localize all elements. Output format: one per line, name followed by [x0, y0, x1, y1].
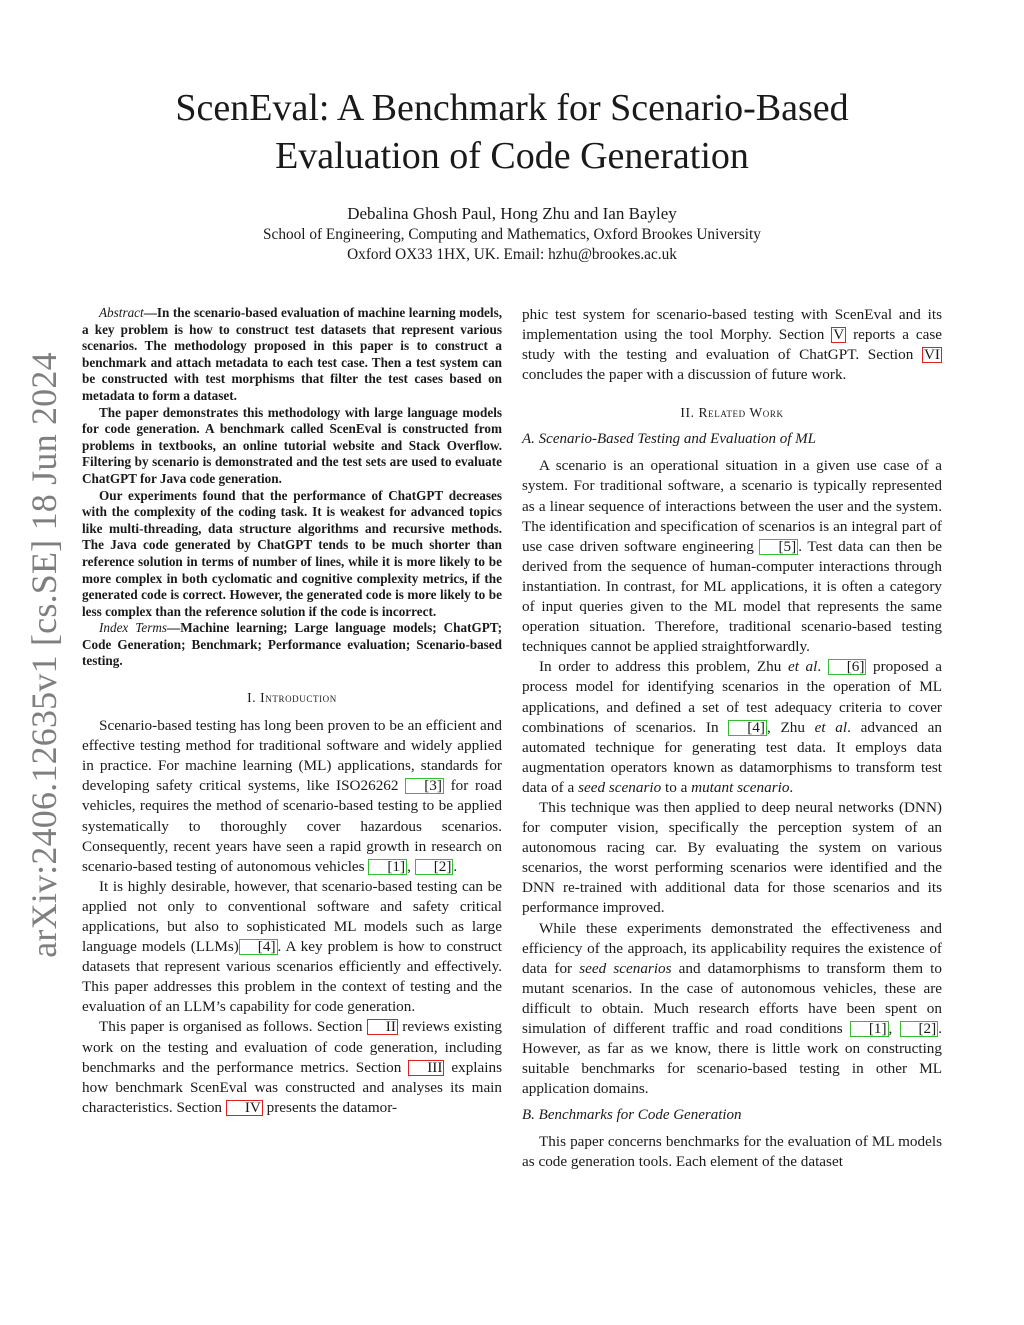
intro-paragraph-1: Scenario-based testing has long been proven to be an efficient and effective testing method for traditional software and widely applied in practice. For machine learning (ML) applications, standards for developing safety critical systems, like ISO26262 [3] for road vehicles, requires the method of scenario-based testing to be applied systematically to thoroughly cover hazardous scenarios. Consequently, recent years have seen a rapid growth in research on scenario-based testing of autonomous vehicles [1] , [2] . — [82, 717, 502, 875]
subsection-heading-a: A. Scenario-Based Testing and Evaluation of ML — [522, 431, 817, 448]
right-column — [522, 305, 942, 1173]
citation-link[interactable]: [5] — [759, 539, 798, 555]
section-link[interactable]: II — [367, 1019, 398, 1035]
arxiv-identifier: arXiv:2406.12635v1 [cs.SE] 18 Jun 2024 — [24, 352, 64, 958]
citation-link[interactable]: [4] — [239, 939, 278, 955]
related-paragraph-3: This technique was then applied to deep neural networks (DNN) for computer vision, specifically the perception system of an autonomous racing car. By evaluating the system on various scenarios, the worst performing scenarios were identified and the DNN re-trained with additional data for those scenarios and its performance improved. — [522, 798, 942, 917]
related-paragraph-2: In order to address this problem, Zhu et al. [6] proposed a process model for identifying scenarios in the operation of ML applications, and defined a set of test adequacy criteria to cover combinations of scenarios. In [4] , Zhu et al. advanced an automated technique for generating test data. It employs data augmentation operators known as datamorphisms to transform test data of a seed scenario to a mutant scenario. — [522, 658, 943, 796]
index-terms-label: Index Terms — [99, 620, 168, 636]
left-column — [82, 305, 502, 1118]
affiliation-line-2: Oxford OX33 1HX, UK. Email: hzhu@brookes.ac.uk — [347, 246, 677, 263]
citation-link[interactable]: [2] — [415, 859, 454, 875]
section-link[interactable]: V — [833, 326, 845, 344]
index-terms: Index Terms—Machine learning; Large language models; ChatGPT; Code Generation; Benchmark; Performance evaluation; Scenario-based testing. — [82, 620, 502, 669]
citation-link[interactable]: [4] — [728, 720, 767, 736]
subsection-heading-b: B. Benchmarks for Code Generation — [522, 1107, 742, 1124]
section-heading-related-work: II. Related Work — [680, 405, 784, 421]
section-link[interactable]: VI — [923, 346, 940, 364]
intro-paragraph-3-continued: phic test system for scenario-based testing with ScenEval and its implementation using the tool Morphy. Section V reports a case study with the testing and evaluation of ChatGPT. Section VI concludes the paper with a discussion of future work. — [522, 306, 942, 384]
title-line-2: Evaluation of Code Generation — [275, 135, 749, 177]
related-paragraph-1: A scenario is an operational situation in a given use case of a system. For traditional software, a scenario is typically represented as a linear sequence of interactions between the user and the system. The identification and specification of scenarios is an integral part of use case driven software engineering [5] . Test data can then be derived from the sequence of human-computer interactions through instantiation. In contrast, for ML applications, it is often a category of input queries given to the ML model that represents the same operation situation. Therefore, traditional scenario-based testing techniques cannot be applied straightforwardly. — [522, 457, 942, 656]
related-paragraph-4: While these experiments demonstrated the effectiveness and efficiency of the approach, its applicability requires the existence of data for seed scenarios and datamorphisms to transform them to mutant scenarios. In the case of autonomous vehicles, these are difficult to obtain. Much research efforts have been spent on simulation of different traffic and road conditions [1] , [2] . However, as far as we know, there is little work on constructing suitable benchmarks for scenario-based testing in other ML application domains. — [522, 919, 943, 1098]
section-link[interactable]: IV — [226, 1100, 263, 1116]
benchmarks-paragraph-1: This paper concerns benchmarks for the evaluation of ML models as code generation tools. Each element of the dataset — [522, 1133, 942, 1171]
citation-link[interactable]: [1] — [368, 859, 407, 875]
intro-paragraph-3: This paper is organised as follows. Section II reviews existing work on the testing and evaluation of code generation, including benchmarks and the performance metrics. Section III explains how benchmark ScenEval was constructed and analyses its main characteristics. Section IV presents the datamor- — [82, 1018, 502, 1116]
affiliation — [100, 225, 924, 265]
abstract-paragraph-1: Abstract—In the scenario-based evaluation of machine learning models, a key problem is how to construct test datasets that represent various scenarios. The methodology proposed in this paper is to construct a benchmark and attach metadata to each test case. Then a test system can be constructed with test morphisms that filter the test cases based on metadata to form a dataset. — [82, 305, 502, 403]
section-link[interactable]: III — [408, 1060, 444, 1076]
title-line-1: ScenEval: A Benchmark for Scenario-Based — [175, 87, 849, 129]
author-list: Debalina Ghosh Paul, Hong Zhu and Ian Bayley — [347, 204, 677, 223]
citation-link[interactable]: [6] — [828, 659, 867, 675]
paper-title — [100, 84, 924, 180]
arxiv-sidebar — [24, 352, 64, 958]
citation-link[interactable]: [2] — [900, 1021, 939, 1037]
abstract-paragraph-2: The paper demonstrates this methodology with large language models for code generation. A benchmark called ScenEval is constructed from problems in textbooks, an online tutorial website and Stack Overflow. Filtering by scenario is demonstrated and the test sets are used to evaluate ChatGPT for Java code generation. — [82, 404, 502, 486]
intro-paragraph-2: It is highly desirable, however, that scenario-based testing can be applied not only to conventional software and safety critical applications, but also to sophisticated ML models such as large language models (LLMs) [4] . A key problem is how to construct datasets that represent various scenarios efficiently and effectively. This paper addresses this problem in the context of testing and the evaluation of an LLM’s capability for code generation. — [82, 877, 502, 1016]
abstract-label: Abstract — [99, 305, 144, 320]
section-heading-introduction: I. Introduction — [247, 690, 337, 706]
affiliation-line-1: School of Engineering, Computing and Mathematics, Oxford Brookes University — [263, 226, 761, 243]
citation-link[interactable]: [1] — [850, 1021, 889, 1037]
citation-link[interactable]: [3] — [405, 778, 444, 794]
abstract-paragraph-3: Our experiments found that the performance of ChatGPT decreases with the complexity of the coding task. It is weakest for advanced topics like multi-threading, data structure algorithms and recursive methods. The Java code generated by ChatGPT tends to be much shorter than reference solution in terms of number of lines, while it is more likely to be more complex in both cyclomatic and cognitive complexity metrics, if the generated code is correct. However, the generated code is more likely to be less complex than the reference solution if the code is incorrect. — [82, 487, 502, 619]
